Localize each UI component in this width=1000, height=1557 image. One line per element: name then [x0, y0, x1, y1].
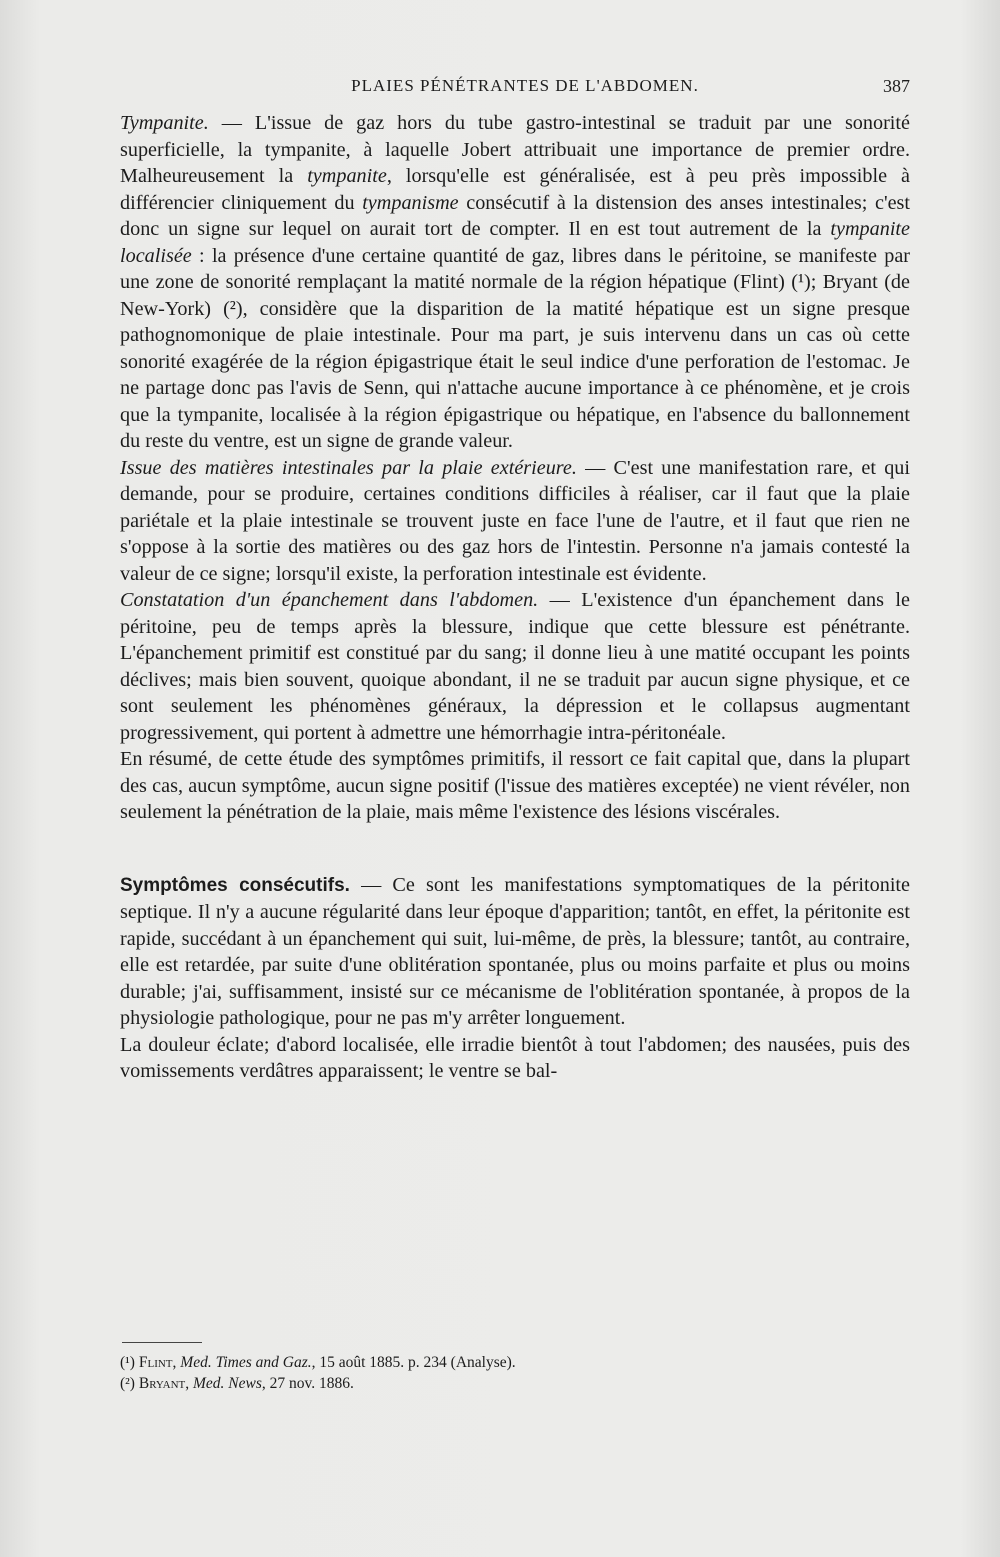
text-run: , lorsqu'elle est généralisée, est à peu près impossible à différencier cliniquement du — [120, 165, 910, 214]
paragraph-tympanite — [120, 110, 910, 455]
footnote-mark: (¹) — [120, 1354, 135, 1371]
italic-term: tympanite — [307, 165, 387, 187]
paragraph-consecutifs — [120, 872, 910, 1032]
section-lead-issue: Issue des matières intestinales par la plaie extérieure. — [120, 456, 577, 479]
italic-term: tympanisme — [362, 191, 459, 214]
footnote-2 — [120, 1373, 910, 1394]
section-lead-constatation: Constatation d'un épanchement dans l'abdomen. — [120, 589, 539, 611]
footnote-mark: (²) — [120, 1375, 135, 1392]
footnote-ref-1: (¹) — [791, 271, 811, 293]
paragraph-resume: En résumé, de cette étude des symptômes primitifs, il ressort ce fait capital que, dans la plupart des cas, aucun symptôme, aucun signe positif (l'issue des matières exceptée) ne vient révéler, non seulement la pénétration de la plaie, mais même l'existence des lésions viscérales. — [120, 748, 910, 823]
text-run: — L'issue de gaz hors du tube gastro-intestinal se traduit par une sonorité superficielle, la tympanite, à laquelle Jobert attribuait une importance de premier ordre. Malheureusement la — [120, 112, 910, 187]
footnote-author: Flint — [138, 1354, 173, 1371]
running-header — [120, 76, 910, 102]
text-run: — L'existence d'un épanchement dans le péritoine, peu de temps après la blessure, indique que cette blessure est pénétrante. L'épanchement primitif est constitué par du sang; il donne lieu à une matité occupant les points déclives; mais bien souvent, quoique abondant, il ne se traduit par aucun signe physique, et ce sont seulement les phénomènes généraux, la dépression et le collapsus augmentant progressivement, qui portent à admettre une hémorrhagie intra-péritonéale. — [120, 589, 910, 744]
footnote-sep: , — [172, 1354, 181, 1371]
text-run: — C'est une manifestation rare, et qui demande, pour se produire, certaines conditions difficiles à réaliser, car il faut que la plaie pariétale et la plaie intestinale se trouvent juste en face l'une de l'autre, et il faut que rien ne s'oppose à la sortie des matières ou des gaz hors de l'intestin. Personne n'a jamais contesté la valeur de ce signe; lorsqu'il existe, la perforation intestinale est évidente. — [120, 456, 910, 585]
footnotes — [120, 1352, 910, 1394]
running-title: PLAIES PÉNÉTRANTES DE L'ABDOMEN. — [351, 76, 699, 95]
text-run: consécutif à la distension des anses intestinales; c'est donc un signe sur lequel on aurait tort de compter. Il en est tout autrement de la — [120, 191, 911, 240]
paragraph-issue — [120, 455, 910, 588]
footnote-author: Bryant — [138, 1375, 186, 1392]
footnote-rule — [122, 1342, 202, 1343]
text-run: : la présence d'une certaine quantité de gaz, libres dans le péritoine, se manifeste par une zone de sonorité remplaçant la matité normale de la région hépatique (Flint) — [120, 244, 910, 293]
footnote-rest: , 15 août 1885. p. 234 (Analyse). — [311, 1354, 516, 1371]
section-lead-tympanite: Tympanite. — [120, 112, 209, 134]
footnote-1 — [120, 1352, 910, 1373]
italic-term: tympanite localisée — [120, 218, 910, 267]
footnote-journal: Med. News — [193, 1375, 262, 1392]
footnote-ref-2: (²) — [223, 297, 243, 320]
section-heading-consecutifs: Symptômes consécutifs. — [120, 874, 350, 896]
section-gap — [120, 826, 910, 872]
paragraph-constatation — [120, 587, 910, 746]
text-run: ; Bryant (de New-York) — [120, 271, 910, 320]
page-number: 387 — [883, 76, 910, 96]
footnote-journal: Med. Times and Gaz. — [180, 1354, 312, 1371]
text-run: , considère que la disparition de la matité hépatique est un signe presque pathognomonique de plaie intestinale. Pour ma part, je suis intervenu dans un cas où cette sonorité exagérée de la région épigastrique était le seul indice d'une perforation de l'estomac. Je ne partage donc pas l'avis de Senn, qui n'attache aucune importance à ce phénomène, et je crois que la tympanite, localisée à la région épigastrique ou hépatique, en l'absence du ballonnement du reste du ventre, est un signe de grande valeur. — [120, 297, 911, 452]
text-run: — Ce sont les manifestations symptomatiques de la péritonite septique. Il n'y a aucune régularité dans leur époque d'apparition; tantôt, en effet, la péritonite est rapide, succédant à un épanchement qui suit, lui-même, de près, la blessure; tantôt, au contraire, elle est retardée, par suite d'une oblitération spontanée, plus ou moins parfaite et plus ou moins durable; j'ai, suffisamment, insisté sur ce mécanisme de l'oblitération spontanée, à propos de la physiologie pathologique, pour ne pas m'y arrêter longuement. — [120, 873, 910, 1029]
main-text — [120, 110, 910, 1085]
paragraph-douleur: La douleur éclate; d'abord localisée, elle irradie bientôt à tout l'abdomen; des nausées, puis des vomissements verdâtres apparaissent; le ventre se bal- — [120, 1033, 910, 1082]
footnote-sep: , — [185, 1375, 194, 1392]
footnote-rest: , 27 nov. 1886. — [261, 1375, 354, 1392]
